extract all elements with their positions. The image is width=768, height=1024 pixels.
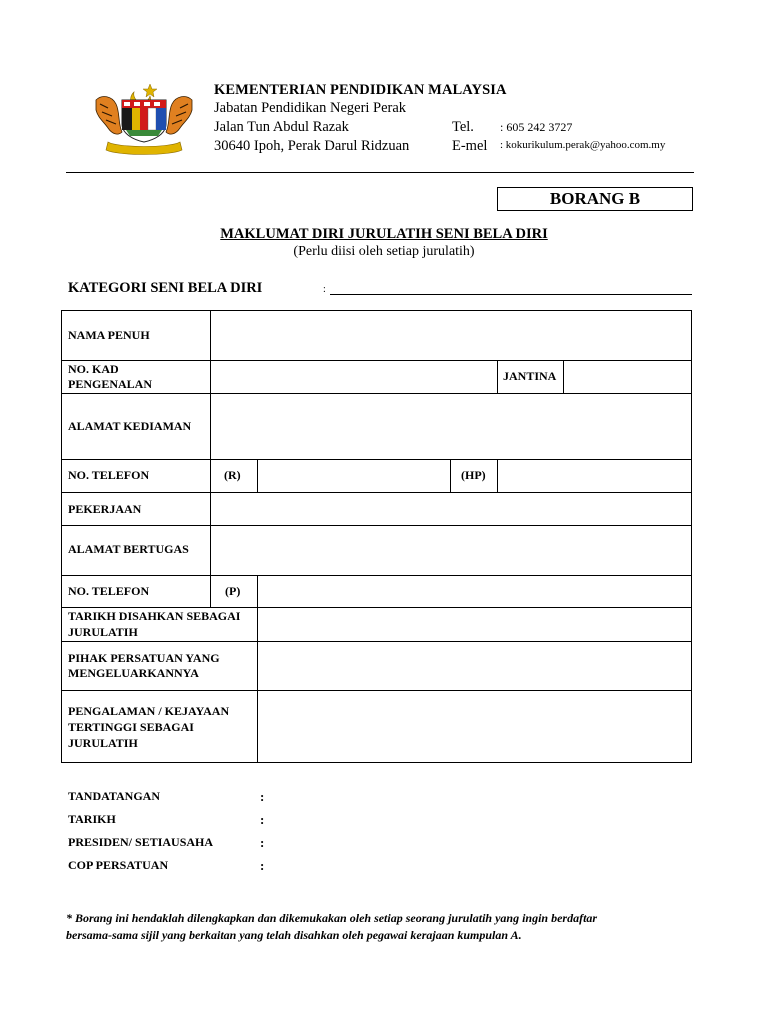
- col-divider: [257, 607, 258, 763]
- address-line-1: Jalan Tun Abdul Razak: [214, 119, 349, 135]
- form-subtitle: (Perlu diisi oleh setiap jurulatih): [293, 244, 475, 259]
- row-divider: [61, 360, 692, 361]
- form-title: [0, 226, 768, 243]
- header-divider: [66, 172, 694, 173]
- row-divider: [61, 459, 692, 460]
- department-name: Jabatan Pendidikan Negeri Perak: [214, 100, 407, 116]
- label-no-kad-1: NO. KAD: [68, 362, 119, 376]
- label-pengalaman-1: PENGALAMAN / KEJAYAAN: [68, 704, 230, 718]
- colon-tandatangan: :: [260, 789, 265, 804]
- label-nama-penuh: NAMA PENUH: [68, 328, 150, 342]
- category-colon: :: [323, 284, 326, 295]
- label-hp: (HP): [461, 468, 486, 482]
- category-label: KATEGORI SENI BELA DIRI: [68, 280, 263, 296]
- col-divider: [563, 360, 564, 393]
- label-alamat-bertugas: ALAMAT BERTUGAS: [68, 542, 189, 556]
- address-line-2: 30640 Ipoh, Perak Darul Ridzuan: [214, 138, 410, 154]
- row-divider: [61, 641, 692, 642]
- label-pengalaman-3: JURULATIH: [68, 736, 138, 750]
- row-divider: [61, 393, 692, 394]
- label-tarikh-1: TARIKH DISAHKAN SEBAGAI: [68, 609, 241, 623]
- label-tarikh-2: JURULATIH: [68, 625, 138, 639]
- label-no-telefon-2: NO. TELEFON: [68, 584, 150, 598]
- label-cop-persatuan: COP PERSATUAN: [68, 858, 169, 872]
- tel-label: Tel.: [452, 119, 474, 135]
- label-tarikh: TARIKH: [68, 812, 116, 826]
- label-jantina: JANTINA: [503, 369, 557, 383]
- label-no-kad-2: PENGENALAN: [68, 377, 153, 391]
- label-pihak-2: MENGELUARKANNYA: [68, 666, 199, 680]
- label-p: (P): [225, 584, 241, 598]
- row-divider: [61, 492, 692, 493]
- col-divider: [497, 360, 498, 393]
- footnote-line-2: bersama-sama sijil yang berkaitan yang telah disahkan oleh pegawai kerajaan kumpulan A.: [66, 928, 522, 942]
- label-presiden: PRESIDEN/ SETIAUSAHA: [68, 835, 214, 849]
- row-divider: [61, 607, 692, 608]
- label-pekerjaan: PEKERJAAN: [68, 502, 142, 516]
- footnote: [66, 910, 706, 944]
- colon-presiden: :: [260, 835, 265, 850]
- colon-tarikh: :: [260, 812, 265, 827]
- row-divider: [61, 690, 692, 691]
- col-divider: [257, 459, 258, 492]
- details-table: [61, 310, 692, 763]
- label-alamat-kediaman: ALAMAT KEDIAMAN: [68, 419, 192, 433]
- col-divider: [450, 459, 451, 492]
- colon-cop: :: [260, 858, 265, 873]
- tel-value: : 605 242 3727: [500, 120, 573, 134]
- col-divider: [497, 459, 498, 492]
- col-divider: [210, 310, 211, 607]
- label-pengalaman-2: TERTINGGI SEBAGAI: [68, 720, 194, 734]
- label-tandatangan: TANDATANGAN: [68, 789, 160, 803]
- label-no-telefon-1: NO. TELEFON: [68, 468, 150, 482]
- coat-of-arms-icon: [88, 78, 200, 158]
- email-label: E-mel: [452, 138, 488, 154]
- label-pihak-1: PIHAK PERSATUAN YANG: [68, 651, 220, 665]
- footnote-line-1: * Borang ini hendaklah dilengkapkan dan dikemukakan oleh setiap seorang jurulatih yang ingin berdaftar: [66, 911, 598, 925]
- ministry-name: KEMENTERIAN PENDIDIKAN MALAYSIA: [214, 82, 507, 98]
- col-divider: [257, 575, 258, 607]
- form-title-text: MAKLUMAT DIRI JURULATIH SENI BELA DIRI: [220, 226, 548, 242]
- row-divider: [61, 575, 692, 576]
- label-r: (R): [224, 468, 241, 482]
- email-value: : kokurikulum.perak@yahoo.com.my: [500, 139, 666, 151]
- category-input-line[interactable]: [330, 294, 692, 295]
- form-code-box: BORANG B: [497, 187, 693, 211]
- row-divider: [61, 525, 692, 526]
